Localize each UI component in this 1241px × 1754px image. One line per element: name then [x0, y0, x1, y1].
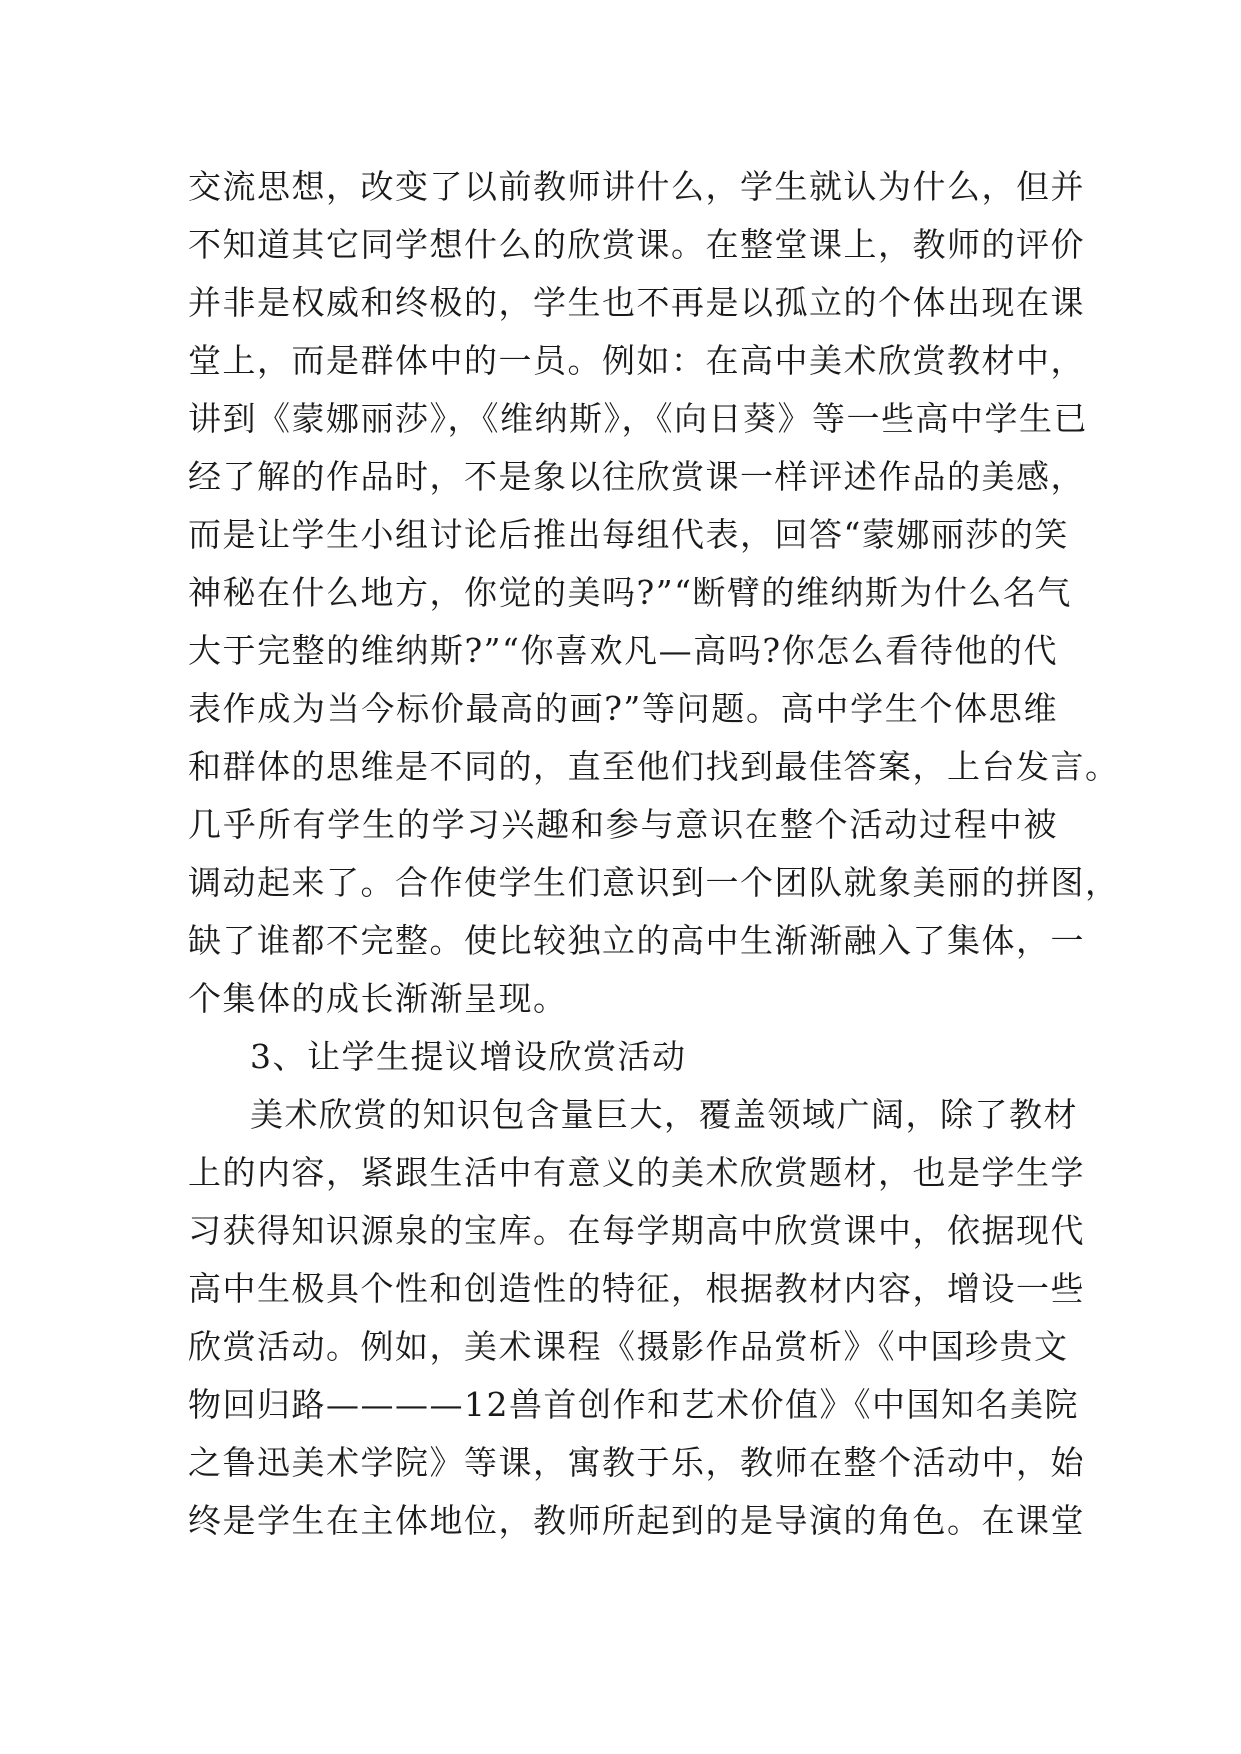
body-text — [188, 158, 1120, 1550]
section-heading: 3、让学生提议增设欣赏活动 — [250, 1037, 687, 1076]
text-line: 美术欣赏的知识包含量巨大，覆盖领域广阔，除了教材 — [250, 1095, 1078, 1134]
text-line: 欣赏活动。例如，美术课程《摄影作品赏析》《中国珍贵文 — [188, 1327, 1069, 1366]
text-line: 而是让学生小组讨论后推出每组代表，回答“蒙娜丽莎的笑 — [188, 515, 1069, 554]
text-line: 不知道其它同学想什么的欣赏课。在整堂课上，教师的评价 — [188, 225, 1085, 264]
text-line: 并非是权威和终极的，学生也不再是以孤立的个体出现在课 — [188, 283, 1085, 322]
text-line: 经了解的作品时，不是象以往欣赏课一样评述作品的美感， — [188, 457, 1085, 496]
text-line: 讲到《蒙娜丽莎》，《维纳斯》，《向日葵》等一些高中学生已 — [188, 399, 1088, 438]
text-line: 物回归路————12兽首创作和艺术价值》《中国知名美院 — [188, 1385, 1079, 1424]
text-line: 调动起来了。合作使学生们意识到一个团队就象美丽的拼图， — [188, 863, 1120, 902]
text-line: 习获得知识源泉的宝库。在每学期高中欣赏课中，依据现代 — [188, 1211, 1085, 1250]
text-line: 个集体的成长渐渐呈现。 — [188, 979, 568, 1018]
text-line: 神秘在什么地方，你觉的美吗?”“断臂的维纳斯为什么名气 — [188, 573, 1072, 612]
text-line: 高中生极具个性和创造性的特征，根据教材内容，增设一些 — [188, 1269, 1085, 1308]
text-line: 大于完整的维纳斯?”“你喜欢凡—高吗?你怎么看待他的代 — [188, 631, 1058, 670]
text-line: 缺了谁都不完整。使比较独立的高中生渐渐融入了集体，一 — [188, 921, 1085, 960]
text-line: 交流思想，改变了以前教师讲什么，学生就认为什么，但并 — [188, 167, 1085, 206]
text-line: 堂上，而是群体中的一员。例如：在高中美术欣赏教材中， — [188, 341, 1085, 380]
text-line: 表作成为当今标价最高的画?”等问题。高中学生个体思维 — [188, 689, 1058, 728]
text-line: 之鲁迅美术学院》等课，寓教于乐，教师在整个活动中，始 — [188, 1443, 1085, 1482]
text-line: 几乎所有学生的学习兴趣和参与意识在整个活动过程中被 — [188, 805, 1058, 844]
text-line: 上的内容，紧跟生活中有意义的美术欣赏题材，也是学生学 — [188, 1153, 1085, 1192]
text-line: 和群体的思维是不同的，直至他们找到最佳答案，上台发言。 — [188, 747, 1120, 786]
text-line: 终是学生在主体地位，教师所起到的是导演的角色。在课堂 — [188, 1501, 1085, 1540]
